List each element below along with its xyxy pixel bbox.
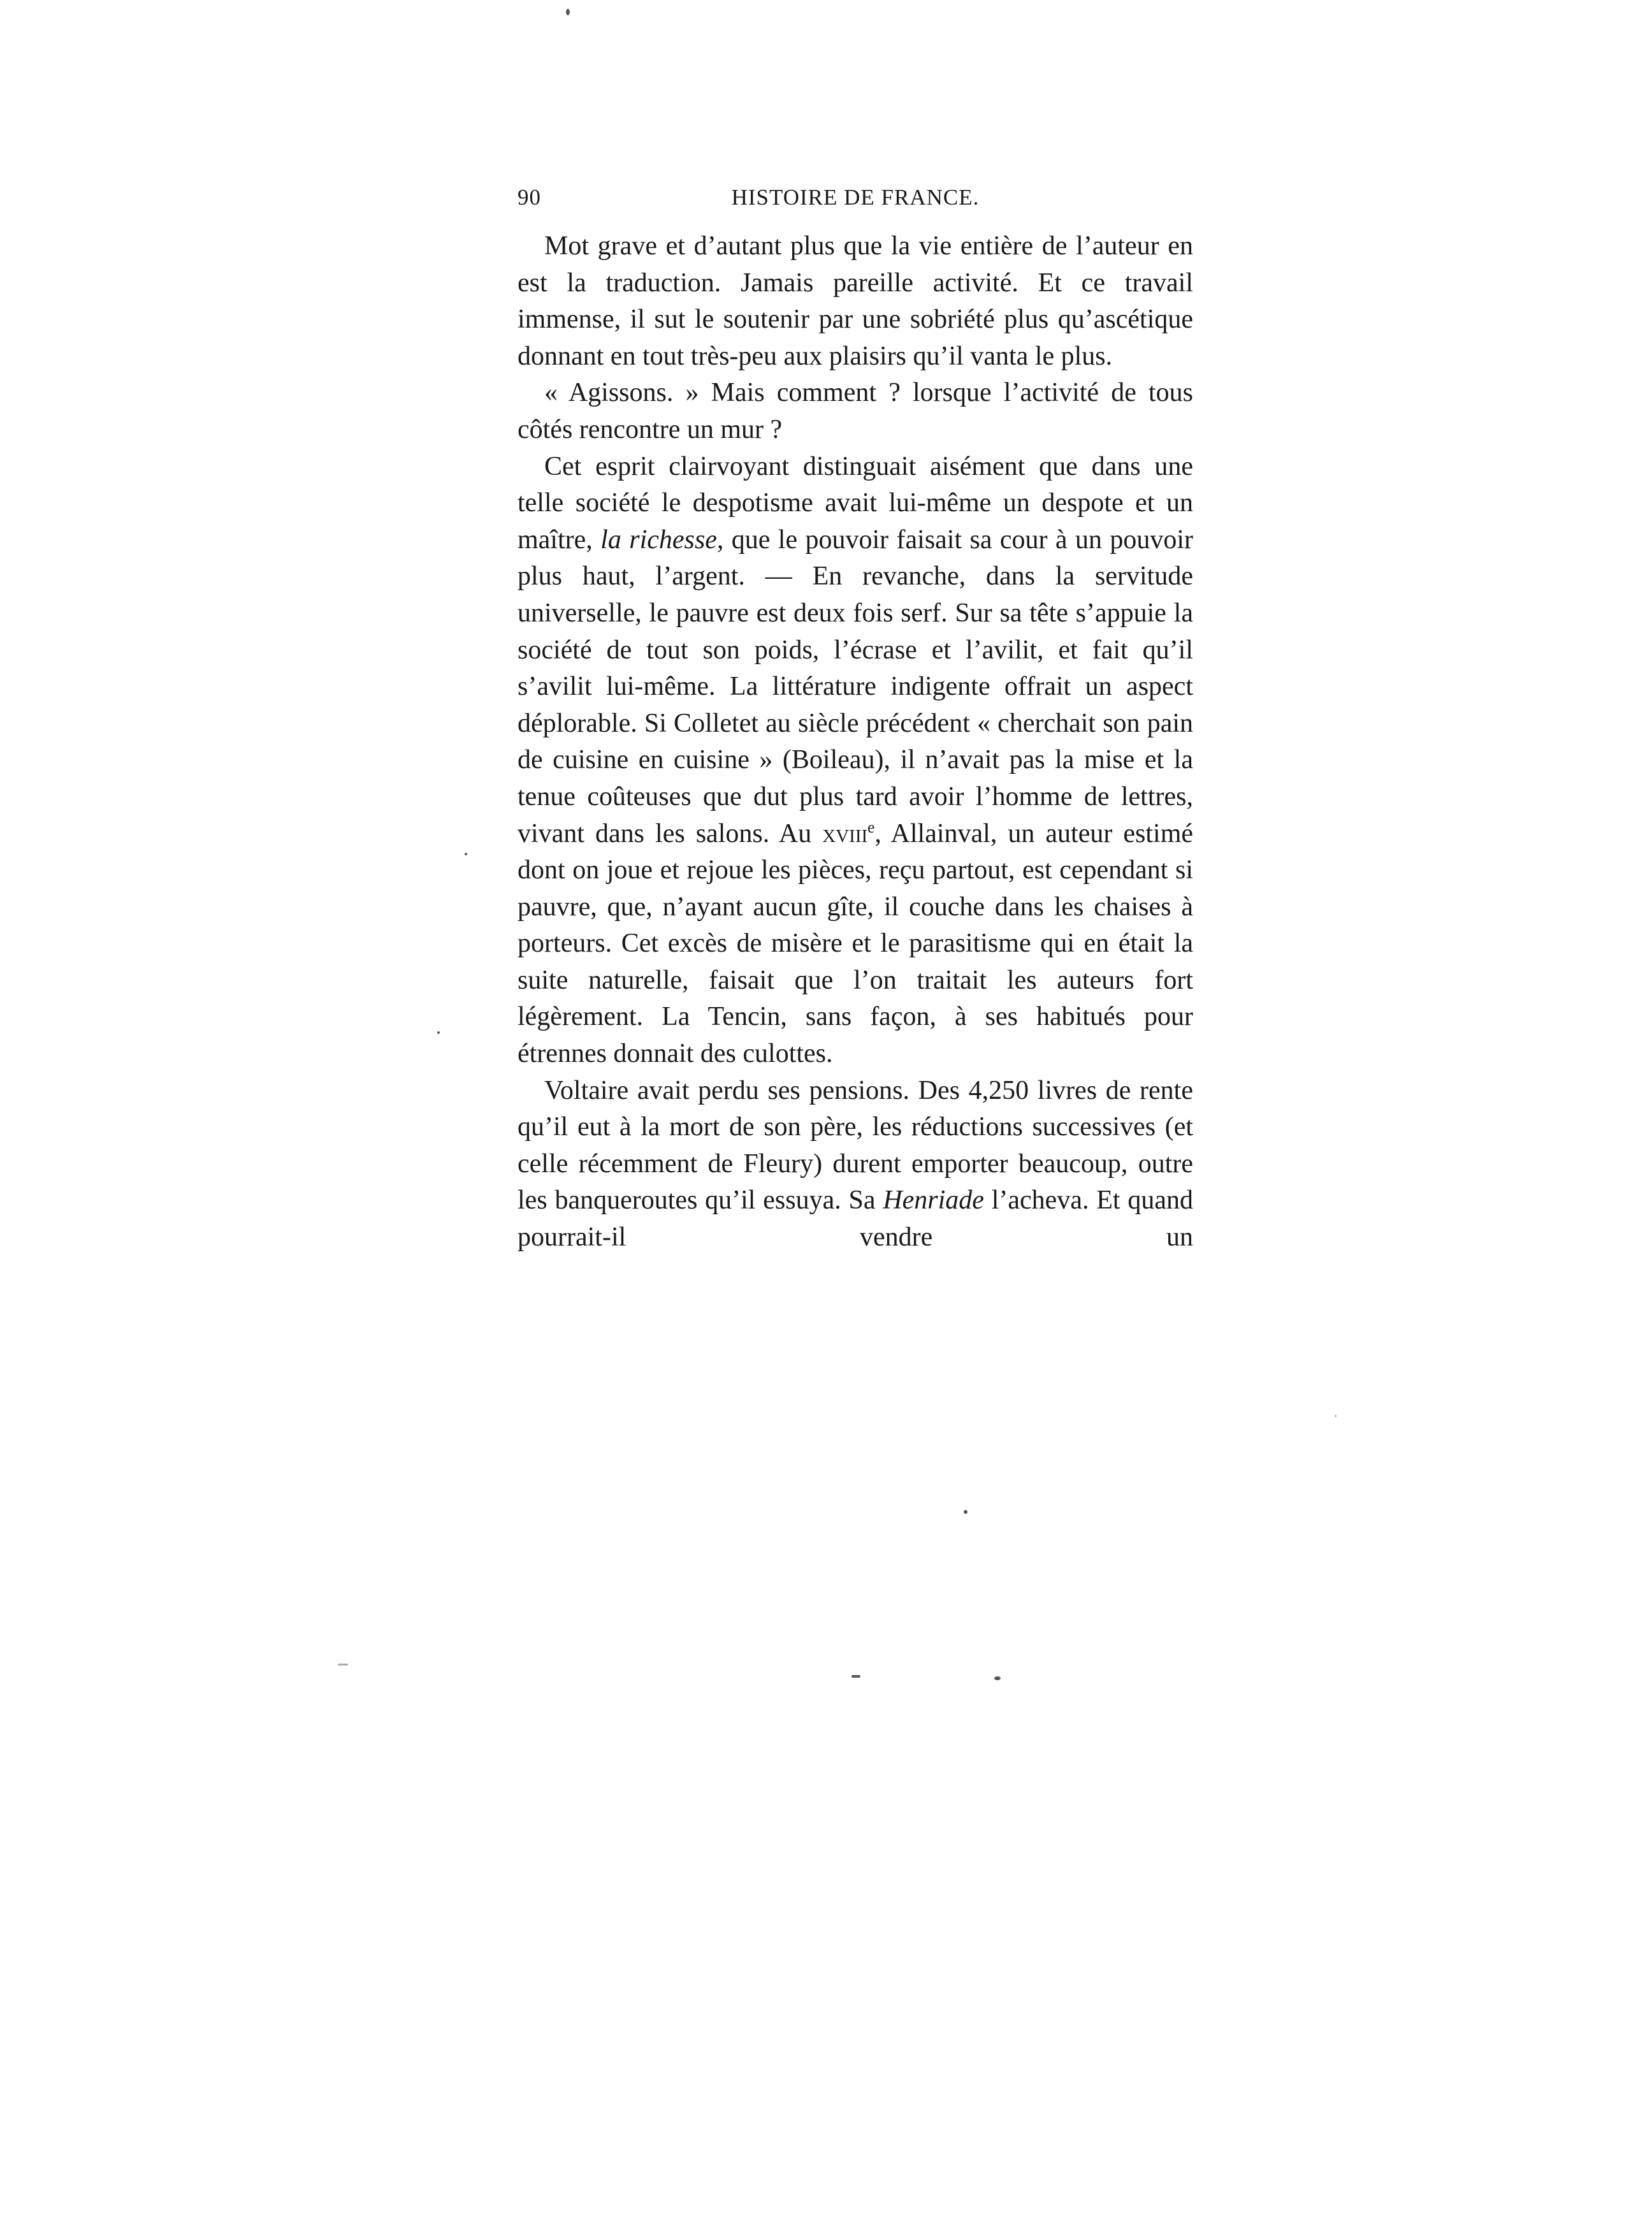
scan-speck [338,1664,348,1666]
century-numeral: xviii [822,818,868,848]
italic-term: la richesse [600,525,717,555]
paragraph: Cet esprit clairvoyant distinguait aisément que dans une telle société le despotisme avait lui-même un despote et un maître, la richesse, que le pouvoir faisait sa cour à un pouvoir plus haut, l’argent. — En revanche, dans la servitude universelle, le pauvre est deux fois serf. Sur sa tête s’appuie la société de tout son poids, l’écrase et l’avilit, et fait qu’il s’avilit lui-même. La littérature indigente offrait un aspect déplorable. Si Colletet au siècle précédent « cherchait son pain de cuisine en cuisine » (Boileau), il n’avait pas la mise et la tenue coûteuses que dut plus tard avoir l’homme de lettres, vivant dans les salons. Au xviii$^e$, Allainval, un auteur estimé dont on joue et rejoue les pièces, reçu partout, est cependant si pauvre, que, n’ayant aucun gîte, il couche dans les chaises à porteurs. Cet excès de misère et le parasitisme qui en était la suite naturelle, faisait que l’on traitait les auteurs fort légèrement. La Tencin, sans façon, à ses habitués pour étrennes donnait des culottes. [518,451,1194,1069]
scan-speck [994,1676,1001,1680]
scan-speck [437,1031,440,1034]
page-header [518,185,1193,217]
scan-speck [1335,1415,1337,1417]
scan-speck [566,9,570,15]
italic-title: Henriade [883,1186,984,1216]
scan-speck [964,1510,967,1514]
page-number: 90 [518,185,541,210]
scan-speck [465,853,467,855]
running-title: HISTOIRE DE FRANCE. [731,185,980,210]
paragraph: Voltaire avait perdu ses pensions. Des 4,250 livres de rente qu’il eut à la mort de son père, les réductions successives (et celle récemment de Fleury) durent emporter beaucoup, outre les banqueroutes qu’il essuya. Sa Henriade l’acheva. Et quand pourrait-il vendre un [518,1075,1193,1252]
paragraph: Mot grave et d’autant plus que la vie entière de l’auteur en est la traduction. Jamais pareille activité. Et ce travail immense, il sut le soutenir par une sobriété plus qu’ascétique donnant en tout très-peu aux plaisirs qu’il vanta le plus. [518,231,1193,371]
superscript: e [867,818,875,836]
body-text [518,228,1193,1256]
scan-speck [851,1675,860,1678]
paragraph: « Agissons. » Mais comment ? lorsque l’activité de tous côtés rencontre un mur ? [518,378,1193,444]
